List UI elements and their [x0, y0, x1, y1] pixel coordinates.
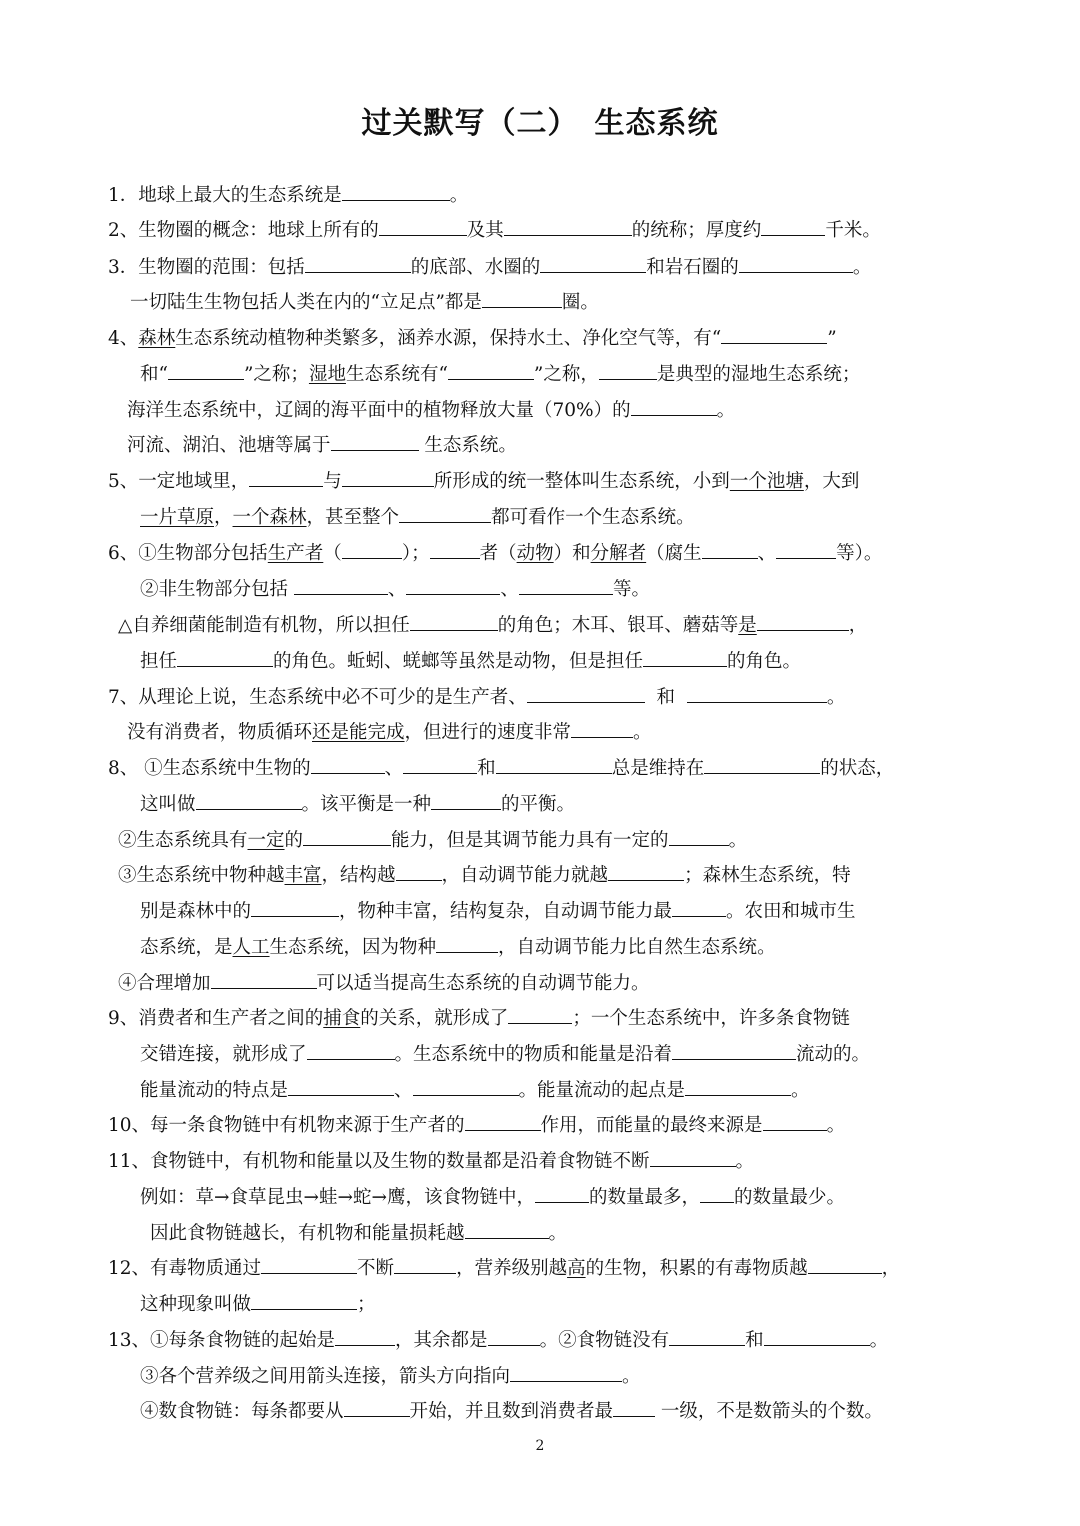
blank[interactable] — [251, 1291, 357, 1310]
line-text: ，自动调节能力就越 — [441, 865, 609, 886]
line-text: 、 — [500, 579, 519, 600]
blank[interactable] — [331, 432, 419, 451]
line-text: 7、从理论上说，生态系统中必不可少的是生产者、 — [108, 687, 527, 708]
line-text: 例如：草→食草昆虫→蛙→蛇→鹰，该食物链中， — [140, 1187, 536, 1208]
line-text: 这叫做 — [140, 794, 196, 815]
blank[interactable] — [669, 1327, 745, 1346]
blank[interactable] — [394, 1255, 456, 1274]
line-text: 所形成的统一整体叫生态系统，小到 — [433, 471, 730, 492]
line-text: 。 — [622, 1366, 641, 1387]
line-text: 。生态系统中的物质和能量是沿着 — [394, 1044, 673, 1065]
line-text: 这种现象叫做 — [140, 1294, 252, 1315]
blank[interactable] — [510, 1363, 622, 1382]
q9-line-2 — [140, 1041, 870, 1068]
blank[interactable] — [739, 254, 853, 273]
line-text: ④数食物链：每条都要从 — [140, 1401, 344, 1422]
line-text: 、 — [757, 543, 777, 564]
line-text: 的生物，积累的有毒物质越 — [585, 1258, 808, 1279]
q5-line — [108, 468, 859, 495]
blank[interactable] — [757, 612, 849, 631]
blank[interactable] — [465, 1220, 549, 1239]
underlined-term: 分解者 — [590, 543, 647, 564]
blank[interactable] — [685, 1077, 791, 1096]
line-text: 可以适当提高生态系统的自动调节能力。 — [316, 973, 650, 994]
line-text: 。 — [826, 687, 846, 708]
blank[interactable] — [168, 361, 244, 380]
line-text: 圈。 — [561, 292, 599, 313]
blank[interactable] — [305, 254, 411, 273]
blank[interactable] — [535, 1184, 589, 1203]
blank[interactable] — [650, 1148, 736, 1167]
blank[interactable] — [413, 1077, 519, 1096]
line-text: 流动的。 — [796, 1044, 871, 1065]
blank[interactable] — [631, 397, 717, 416]
blank[interactable] — [403, 755, 477, 774]
underlined-term: 生产者 — [267, 543, 324, 564]
blank[interactable] — [342, 540, 402, 559]
line-text: ②非生物部分包括 — [140, 579, 289, 600]
line-text: 、 — [387, 579, 407, 600]
line-text: 态系统，是 — [140, 937, 233, 958]
line-text: 别是森林中的 — [140, 901, 252, 922]
blank[interactable] — [571, 719, 633, 738]
line-text: ，大到 — [803, 471, 860, 492]
line-text: 生态系统。 — [424, 435, 517, 456]
blank[interactable] — [488, 1327, 540, 1346]
blank[interactable] — [448, 361, 534, 380]
q11-line-3 — [150, 1220, 567, 1247]
blank[interactable] — [335, 1327, 395, 1346]
q6-line-2 — [140, 576, 650, 603]
line-text: 能力，但是其调节能力具有一定的 — [391, 830, 669, 851]
blank[interactable] — [519, 576, 613, 595]
line-text: 和 — [656, 687, 676, 708]
line-text: ”之称， — [533, 364, 599, 385]
line-text: 生态系统有“ — [345, 364, 448, 385]
q6-line-4 — [140, 648, 801, 675]
line-text: 作用，而能量的最终来源是 — [540, 1115, 763, 1136]
q8-line-3 — [118, 827, 747, 854]
line-text: 9、消费者和生产者之间的 — [108, 1008, 324, 1029]
blank[interactable] — [251, 898, 339, 917]
blank[interactable] — [410, 612, 498, 631]
q8-line-2 — [140, 791, 575, 818]
line-text: 。②食物链没有 — [539, 1330, 670, 1351]
line-text: 海洋生态系统中，辽阔的海平面中的植物释放大量（70%）的 — [127, 400, 631, 421]
q4-line — [108, 325, 837, 352]
underlined-term: 还是能完成 — [312, 722, 405, 743]
blank[interactable] — [763, 1112, 827, 1131]
blank[interactable] — [465, 1112, 541, 1131]
blank[interactable] — [764, 1327, 870, 1346]
line-text: 。 — [757, 937, 776, 958]
line-text: 。农田和城市生 — [726, 901, 856, 922]
blank[interactable] — [344, 1398, 410, 1417]
line-text: ②生态系统具有 — [118, 830, 248, 851]
q8-line — [108, 755, 894, 782]
line-text: 。 — [449, 185, 469, 206]
line-text: 4、 — [108, 328, 139, 349]
line-text: 5、一定地域里， — [108, 471, 250, 492]
blank[interactable] — [700, 1184, 734, 1203]
q3-line — [108, 254, 871, 281]
spacer — [675, 687, 687, 708]
line-text: 的 — [284, 830, 304, 851]
q4-line-2 — [140, 361, 860, 388]
blank[interactable] — [249, 468, 323, 487]
blank[interactable] — [672, 898, 726, 917]
blank[interactable] — [540, 254, 646, 273]
underlined-term: 是 — [738, 615, 757, 636]
line-text: 。 — [728, 830, 748, 851]
line-text: 12、有毒物质通过 — [108, 1258, 262, 1279]
underlined-term: 捕食 — [323, 1008, 361, 1029]
blank[interactable] — [704, 755, 820, 774]
line-text: 。 — [852, 257, 872, 278]
q7-line — [108, 684, 845, 711]
q8-line-6 — [140, 934, 776, 961]
line-text: ③生态系统中物种越 — [118, 865, 285, 886]
line-text: 一切陆生生物包括人类在内的“立足点”都是 — [130, 292, 482, 313]
line-text: ，其余都是 — [395, 1330, 488, 1351]
line-text: 的关系，就形成了 — [360, 1008, 509, 1029]
line-text: 等）。 — [836, 543, 883, 564]
q9-line-3 — [140, 1077, 810, 1104]
line-text: ③各个营养级之间用箭头连接，箭头方向指向 — [140, 1366, 511, 1387]
blank[interactable] — [508, 1005, 572, 1024]
underlined-term: 动物 — [516, 543, 554, 564]
line-text: 的角色。蚯蚓、蜣螂等虽然是动物，但是担任 — [273, 651, 644, 672]
q7-line-2 — [127, 719, 652, 746]
blank[interactable] — [504, 217, 632, 236]
line-text: 交错连接，就形成了 — [140, 1044, 307, 1065]
blank[interactable] — [431, 791, 501, 810]
q13-line-3 — [140, 1398, 883, 1425]
blank[interactable] — [436, 934, 498, 953]
line-text: 一级，不是数箭头的个数。 — [660, 1401, 883, 1422]
line-text: ， — [848, 615, 868, 636]
underlined-term: 湿地 — [308, 364, 346, 385]
line-text: ；一个生态系统中，许多条食物链 — [572, 1008, 850, 1029]
q13-line-2 — [140, 1363, 641, 1390]
line-text: （ — [323, 543, 342, 564]
blank[interactable] — [599, 361, 657, 380]
line-text: 。 — [869, 1330, 889, 1351]
line-text: 是典型的湿地生态系统； — [656, 364, 861, 385]
line-text: 。能量流动的起点是 — [518, 1080, 686, 1101]
line-text: （腐生 — [646, 543, 702, 564]
blank[interactable] — [643, 648, 727, 667]
blank[interactable] — [406, 576, 500, 595]
line-text: 和“ — [140, 364, 168, 385]
blank[interactable] — [672, 1041, 796, 1060]
line-text: 生态系统，因为物种 — [269, 937, 437, 958]
line-text: 能量流动的特点是 — [140, 1080, 289, 1101]
line-text: 的角色。 — [727, 651, 802, 672]
line-text: 担任 — [140, 651, 178, 672]
line-text: 没有消费者，物质循环 — [127, 722, 313, 743]
blank[interactable] — [613, 1398, 655, 1417]
line-text: 和岩石圈的 — [646, 257, 739, 278]
line-text: 的数量最多， — [589, 1187, 701, 1208]
underlined-term: 丰富 — [284, 865, 322, 886]
blank[interactable] — [342, 182, 450, 201]
blank[interactable] — [211, 970, 317, 989]
line-text: 不断 — [357, 1258, 395, 1279]
underlined-term: 人工 — [232, 937, 270, 958]
line-text: 。 — [826, 1115, 846, 1136]
line-text: 与 — [323, 471, 342, 492]
underlined-term: 一定 — [247, 830, 285, 851]
line-text: 生态系统动植物种类繁多，涵养水源，保持水土、净化空气等，有“ — [175, 328, 722, 349]
q4-line-3 — [127, 397, 735, 424]
underlined-term: 一片草原 — [140, 507, 215, 528]
blank[interactable] — [527, 684, 645, 703]
blank[interactable] — [342, 468, 434, 487]
line-text: 。 — [735, 1151, 755, 1172]
line-text: ” — [827, 328, 837, 349]
line-text: ，营养级别越 — [456, 1258, 568, 1279]
line-text: 、 — [384, 758, 404, 779]
line-text: ；森林生态系统，特 — [684, 865, 851, 886]
blank[interactable] — [261, 1255, 357, 1274]
line-text: 和 — [745, 1330, 764, 1351]
line-text: 的底部、水圈的 — [410, 257, 541, 278]
line-text: ”之称； — [243, 364, 309, 385]
line-text: 和 — [477, 758, 496, 779]
underlined-term: 高 — [567, 1258, 586, 1279]
blank[interactable] — [669, 827, 729, 846]
line-text: 总是维持在 — [611, 758, 705, 779]
line-text: ④合理增加 — [118, 973, 211, 994]
line-text: 、 — [394, 1080, 413, 1101]
blank[interactable] — [702, 540, 758, 559]
line-text: ，物种丰富，结构复杂，自动调节能力最 — [339, 901, 673, 922]
line-text: 。 — [791, 1080, 810, 1101]
q11-line-2 — [140, 1184, 845, 1211]
line-text: ，结构越 — [321, 865, 396, 886]
q1-line — [108, 182, 468, 209]
q8-line-7 — [118, 970, 650, 997]
line-text: ，甚至整个 — [306, 507, 400, 528]
line-text: ； — [357, 1294, 376, 1315]
blank[interactable] — [761, 217, 825, 236]
blank[interactable] — [608, 862, 684, 881]
q8-line-5 — [140, 898, 856, 925]
blank[interactable] — [396, 862, 442, 881]
q13-line — [108, 1327, 888, 1354]
q6-line — [108, 540, 882, 567]
q3-line-2 — [130, 289, 599, 316]
line-text: 的角色；木耳、银耳、蘑菇等 — [497, 615, 739, 636]
line-text: 13、①每条食物链的起始是 — [108, 1330, 336, 1351]
blank[interactable] — [687, 684, 827, 703]
blank[interactable] — [496, 755, 612, 774]
line-text: 10、每一条食物链中有机物来源于生产者的 — [108, 1115, 465, 1136]
spacer — [645, 687, 657, 708]
page-number: 2 — [535, 1438, 545, 1454]
blank[interactable] — [721, 325, 827, 344]
line-text: 都可看作一个生态系统。 — [491, 507, 695, 528]
underlined-term: 一个池塘 — [729, 471, 804, 492]
blank[interactable] — [379, 217, 467, 236]
blank[interactable] — [311, 755, 385, 774]
underlined-term: 森林 — [138, 328, 176, 349]
line-text: ， — [214, 507, 233, 528]
blank[interactable] — [776, 540, 836, 559]
line-text: 11、食物链中，有机物和能量以及生物的数量都是沿着食物链不断 — [108, 1151, 650, 1172]
q2-line — [108, 217, 881, 244]
line-text: 因此食物链越长，有机物和能量损耗越 — [150, 1223, 465, 1244]
line-text: 。该平衡是一种 — [301, 794, 432, 815]
blank[interactable] — [430, 540, 480, 559]
blank[interactable] — [177, 648, 273, 667]
q12-line-2 — [140, 1291, 376, 1318]
line-text: 3．生物圈的范围：包括 — [108, 257, 305, 278]
line-text: 8、 ①生态系统中生物的 — [108, 758, 311, 779]
blank[interactable] — [482, 289, 562, 308]
line-text: 的数量最少。 — [734, 1187, 846, 1208]
line-text: 开始，并且数到消费者最 — [409, 1401, 614, 1422]
line-text: 。 — [633, 722, 652, 743]
line-text: △自养细菌能制造有机物，所以担任 — [118, 615, 410, 636]
line-text: 。 — [716, 400, 736, 421]
q5-line-2 — [140, 504, 695, 531]
line-text: 6、①生物部分包括 — [108, 543, 268, 564]
blank[interactable] — [288, 1077, 394, 1096]
q6-line-3 — [118, 612, 867, 639]
line-text: 等。 — [612, 579, 650, 600]
line-text: 的状态， — [820, 758, 895, 779]
line-text: 1．地球上最大的生态系统是 — [108, 185, 342, 206]
line-text: ，但进行的速度非常 — [404, 722, 572, 743]
line-text: ）； — [401, 543, 430, 564]
line-text: 。 — [548, 1223, 568, 1244]
blank[interactable] — [808, 1255, 882, 1274]
line-text: 的统称；厚度约 — [631, 220, 762, 241]
line-text: ，自动调节能力比自然生态系统 — [498, 937, 758, 958]
page-title: 过关默写（二） 生态系统 — [361, 106, 719, 141]
line-text: 千米。 — [825, 220, 881, 241]
q4-line-4 — [127, 432, 517, 459]
underlined-term: 一个森林 — [232, 507, 307, 528]
blank[interactable] — [196, 791, 302, 810]
blank[interactable] — [294, 576, 388, 595]
line-text: 河流、湖泊、池塘等属于 — [127, 435, 331, 456]
q11-line — [108, 1148, 754, 1175]
blank[interactable] — [303, 827, 391, 846]
line-text: 2、生物圈的概念：地球上所有的 — [108, 220, 379, 241]
line-text: ）和 — [553, 543, 591, 564]
q10-line — [108, 1112, 845, 1139]
blank[interactable] — [399, 504, 491, 523]
line-text: 的平衡。 — [501, 794, 576, 815]
line-text: 者（ — [479, 543, 517, 564]
q8-line-4 — [118, 862, 851, 889]
line-text: 及其 — [466, 220, 504, 241]
blank[interactable] — [307, 1041, 395, 1060]
q12-line — [108, 1255, 900, 1282]
q9-line — [108, 1005, 850, 1032]
line-text: ， — [881, 1258, 901, 1279]
